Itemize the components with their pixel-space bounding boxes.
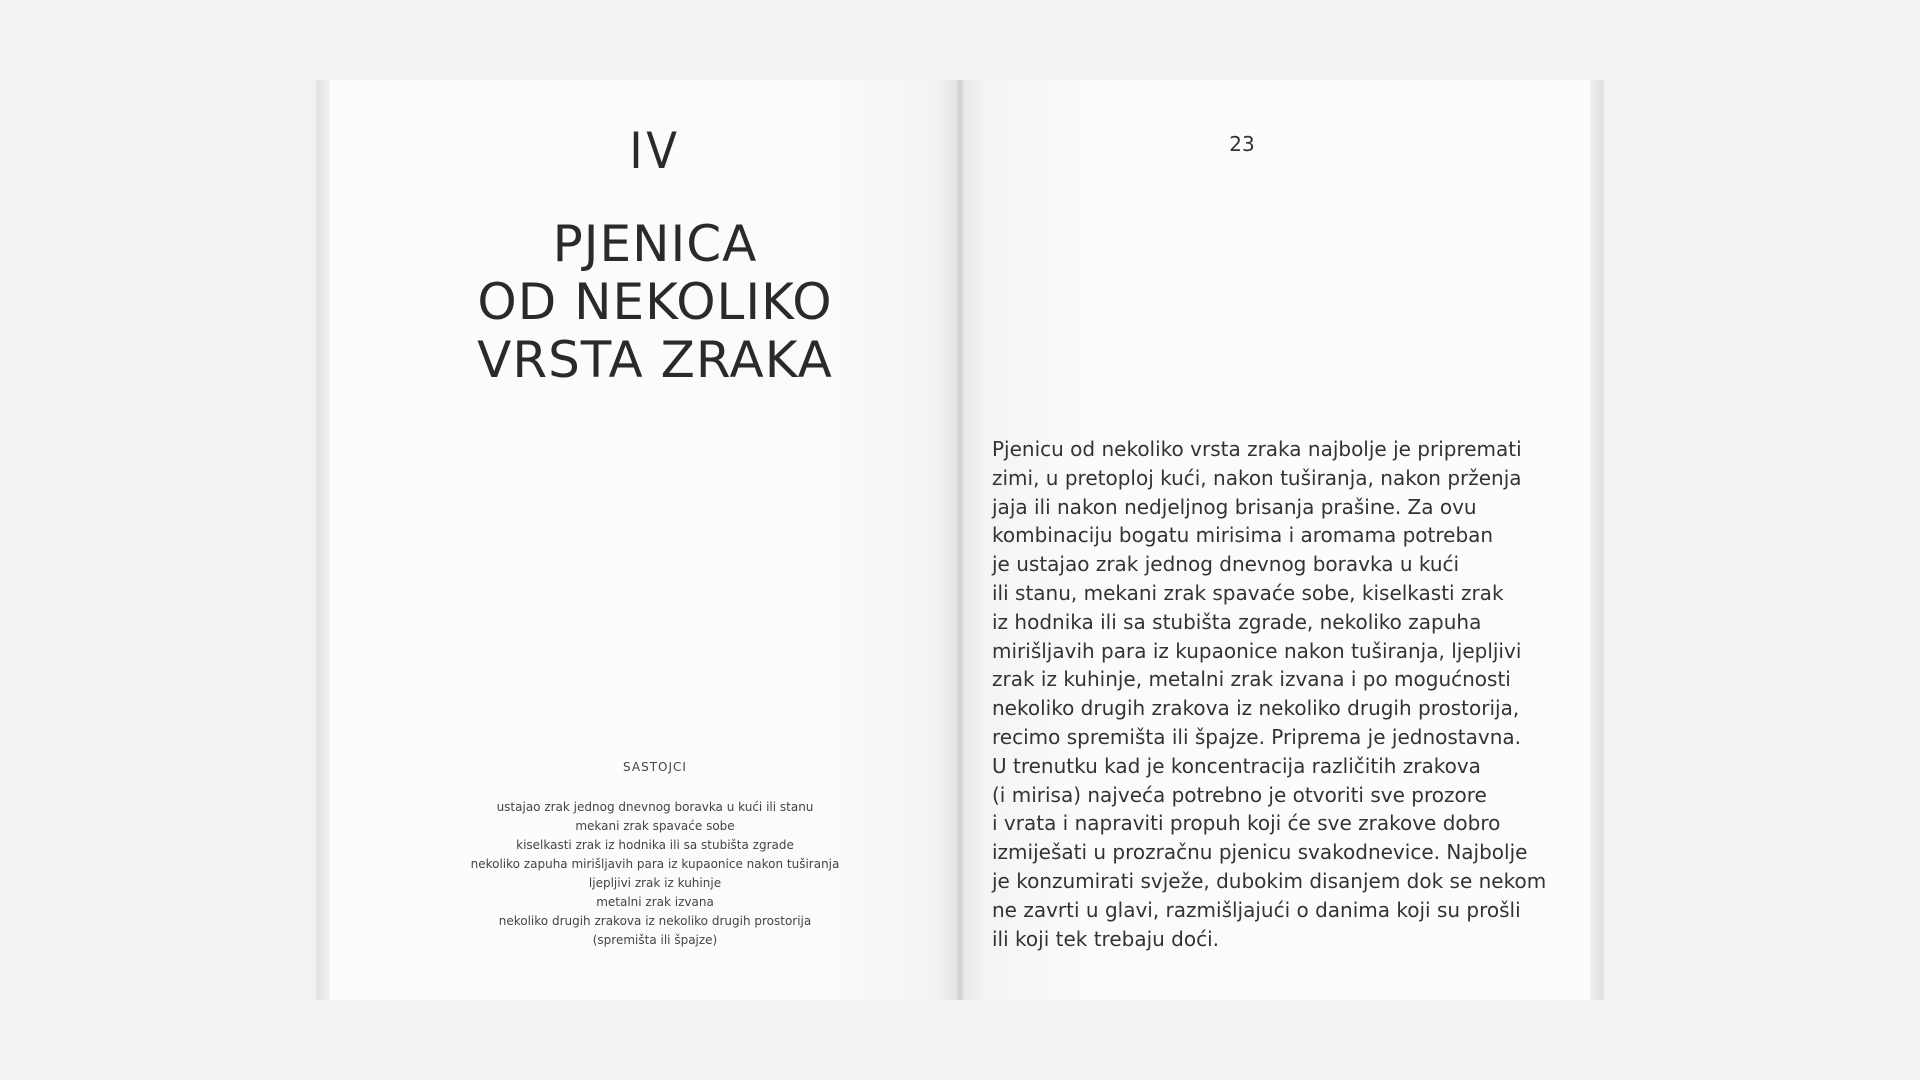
ingredient-item: nekoliko zapuha mirišljavih para iz kupaonice nakon tuširanja bbox=[470, 857, 840, 871]
body-line: je konzumirati svježe, dubokim disanjem dok se nekom bbox=[992, 868, 1547, 893]
ingredient-item: ljepljivi zrak iz kuhinje bbox=[588, 876, 722, 890]
ingredients-list bbox=[330, 798, 980, 950]
body-line: nekoliko drugih zrakova iz nekoliko drugih prostorija, bbox=[992, 696, 1520, 721]
body-line: ne zavrti u glavi, razmišljajući o danima koji su prošli bbox=[992, 897, 1521, 922]
body-line: kombinaciju bogatu mirisima i aromama potreban bbox=[992, 523, 1494, 548]
body-line: je ustajao zrak jednog dnevnog boravka u kući bbox=[992, 552, 1460, 577]
recipe-body-text bbox=[992, 435, 1572, 953]
ingredient-item: ustajao zrak jednog dnevnog boravka u kući ili stanu bbox=[496, 800, 814, 814]
body-line: izmiješati u prozračnu pjenicu svakodnevice. Najbolje bbox=[992, 840, 1528, 865]
body-line: zimi, u pretoploj kući, nakon tuširanja, nakon prženja bbox=[992, 465, 1522, 490]
body-line: iz hodnika ili sa stubišta zgrade, nekoliko zapuha bbox=[992, 609, 1482, 634]
body-line: ili stanu, mekani zrak spavaće sobe, kiselkasti zrak bbox=[992, 580, 1504, 605]
ingredients-heading: SASTOJCI bbox=[623, 760, 687, 774]
ingredient-item: metalni zrak izvana bbox=[596, 895, 714, 909]
book-spine bbox=[955, 80, 965, 1000]
ingredient-item: nekoliko drugih zrakova iz nekoliko drugih prostorija bbox=[498, 914, 812, 928]
body-line: recimo spremišta ili špajze. Priprema je jednostavna. bbox=[992, 724, 1522, 749]
left-page bbox=[330, 80, 960, 1000]
ingredient-item: kiselkasti zrak iz hodnika ili sa stubišta zgrade bbox=[516, 838, 794, 852]
body-line: zrak iz kuhinje, metalni zrak izvana i po mogućnosti bbox=[992, 667, 1511, 692]
ingredient-item: (spremišta ili špajze) bbox=[592, 933, 718, 947]
chapter-title bbox=[330, 215, 980, 389]
body-line: Pjenicu od nekoliko vrsta zraka najbolje je pripremati bbox=[992, 437, 1522, 461]
body-line: U trenutku kad je koncentracija različitih zrakova bbox=[992, 753, 1481, 778]
body-line: jaja ili nakon nedjeljnog brisanja prašine. Za ovu bbox=[992, 494, 1477, 519]
body-line: i vrata i napraviti propuh koji će sve zrakove dobro bbox=[992, 811, 1501, 836]
chapter-title-line: VRSTA ZRAKA bbox=[477, 331, 833, 389]
chapter-number: IV bbox=[629, 122, 681, 180]
body-line: ili koji tek trebaju doći. bbox=[992, 926, 1220, 951]
chapter-title-line: OD NEKOLIKO bbox=[477, 273, 833, 331]
chapter-title-line: PJENICA bbox=[552, 215, 758, 273]
page-number: 23 bbox=[1229, 132, 1255, 156]
body-line: mirišljavih para iz kupaonice nakon tuširanja, ljepljivi bbox=[992, 638, 1522, 663]
right-page-edge bbox=[1588, 80, 1604, 1000]
ingredient-item: mekani zrak spavaće sobe bbox=[575, 819, 735, 833]
right-page bbox=[960, 80, 1590, 1000]
body-line: (i mirisa) najveća potrebno je otvoriti sve prozore bbox=[992, 782, 1487, 807]
